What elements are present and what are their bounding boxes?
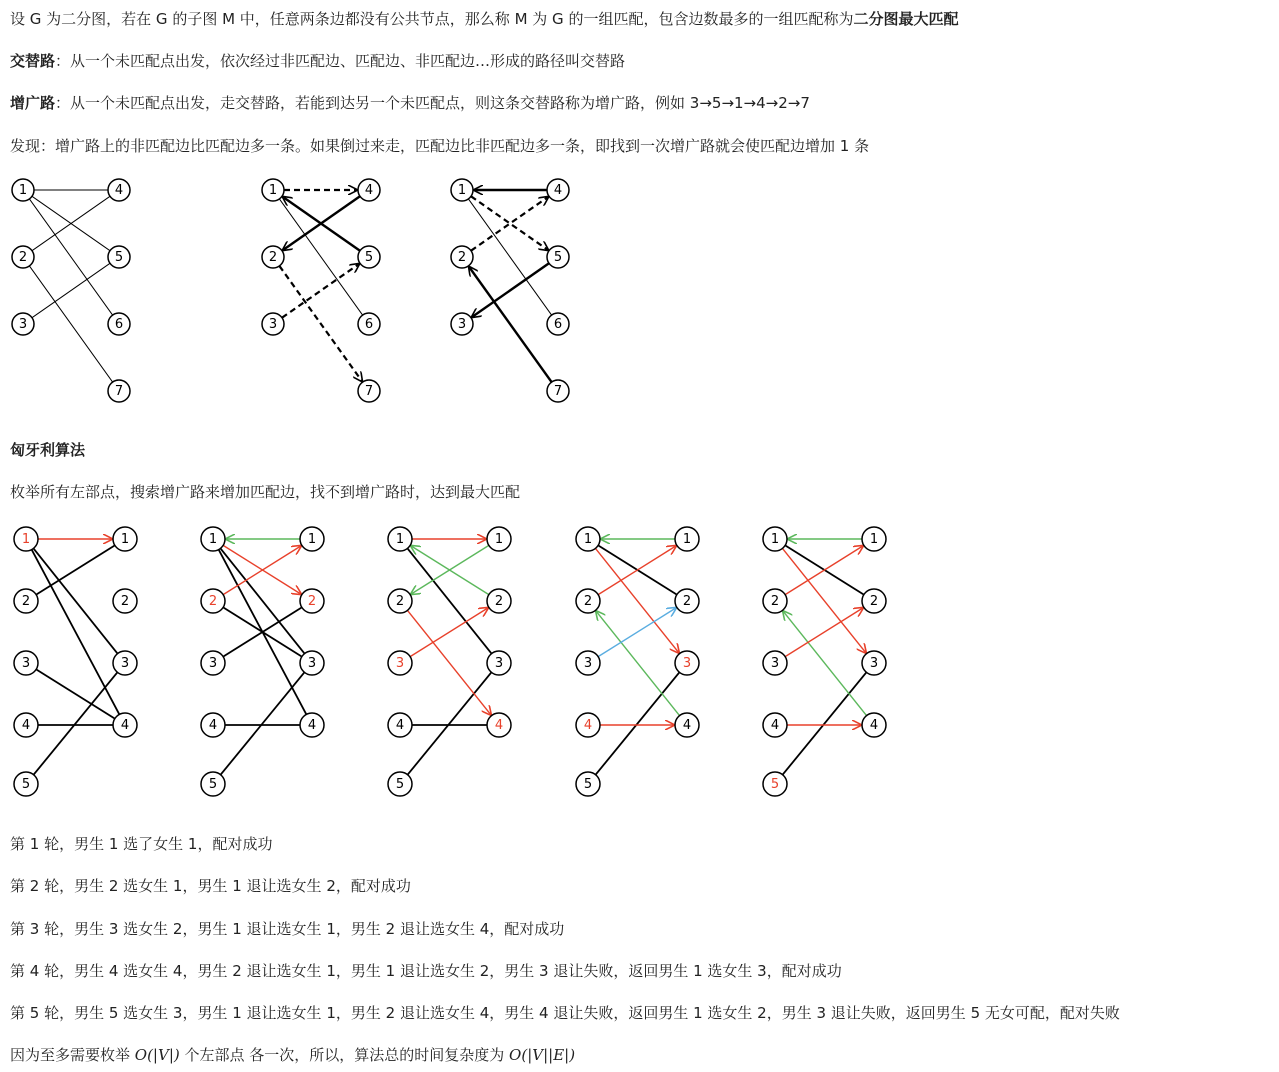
step4-edge-5-3 [596, 672, 680, 774]
step5-arrow-R4-L2 [783, 611, 866, 715]
left-node-3 [12, 313, 34, 335]
step5-boy-5 [763, 772, 787, 796]
svg-text:2: 2 [583, 594, 593, 609]
complexity-term-vertices: O(|V|) [134, 1046, 180, 1064]
step5-boy-2 [763, 589, 787, 613]
step4-arrow-L1-R3 [595, 548, 678, 652]
step4-boy-5 [576, 772, 600, 796]
svg-text:3: 3 [770, 656, 780, 671]
augmenting-path-term: 增广路 [10, 94, 56, 112]
svg-text:1: 1 [682, 532, 692, 547]
svg-text:5: 5 [114, 250, 124, 265]
step2-girl-2 [300, 589, 324, 613]
svg-text:1: 1 [120, 532, 130, 547]
svg-text:4: 4 [307, 718, 317, 733]
step5-girl-4 [862, 713, 886, 737]
complexity-line [10, 1044, 575, 1066]
svg-text:6: 6 [114, 317, 124, 332]
step4-arrow-L3-R2 [598, 608, 676, 657]
step4-girl-4 [675, 713, 699, 737]
step5-boy-1 [763, 527, 787, 551]
round-1-text: 第 1 轮，男生 1 选了女生 1，配对成功 [10, 835, 273, 853]
matched-edge-7-2 [469, 267, 552, 382]
svg-text:2: 2 [268, 250, 278, 265]
step1-girl-1 [113, 527, 137, 551]
hungarian-steps-figure [0, 520, 900, 805]
round-4-text: 第 4 轮，男生 4 选女生 4，男生 2 退让选女生 1，男生 1 退让选女生 2，男生 3 退让失败，返回男生 1 选女生 3，配对成功 [10, 962, 842, 980]
right-node-7 [547, 380, 569, 402]
svg-text:2: 2 [770, 594, 780, 609]
right-node-5 [547, 246, 569, 268]
svg-text:5: 5 [553, 250, 563, 265]
step1-boy-3 [14, 651, 38, 675]
step4-boy-4 [576, 713, 600, 737]
left-node-2 [12, 246, 34, 268]
step2-edge-5-3 [221, 672, 305, 774]
left-node-2 [451, 246, 473, 268]
svg-text:3: 3 [395, 656, 405, 671]
right-node-4 [547, 179, 569, 201]
svg-text:5: 5 [208, 777, 218, 792]
graph-edge-1-6 [279, 199, 362, 315]
svg-text:2: 2 [307, 594, 317, 609]
step3-girl-1 [487, 527, 511, 551]
definition-line [10, 8, 958, 30]
svg-text:1: 1 [583, 532, 593, 547]
step1-girl-4 [113, 713, 137, 737]
svg-text:4: 4 [208, 718, 218, 733]
step5-arrow-L1-R3 [782, 548, 865, 652]
graph-edge-1-6 [29, 199, 112, 315]
svg-text:4: 4 [869, 718, 879, 733]
svg-text:7: 7 [114, 384, 124, 399]
step5-arrow-L3-R2 [785, 608, 863, 657]
step3-girl-4 [487, 713, 511, 737]
alternating-path-term: 交替路 [10, 52, 56, 70]
svg-text:5: 5 [583, 777, 593, 792]
augmenting-path-line [10, 92, 810, 114]
step5-boy-4 [763, 713, 787, 737]
svg-text:2: 2 [869, 594, 879, 609]
step3-girl-3 [487, 651, 511, 675]
unmatched-edge-2-7 [279, 266, 362, 381]
step1-boy-5 [14, 772, 38, 796]
step2-girl-4 [300, 713, 324, 737]
step4-girl-1 [675, 527, 699, 551]
step2-girl-3 [300, 651, 324, 675]
step1-girl-2 [113, 589, 137, 613]
svg-text:2: 2 [120, 594, 130, 609]
svg-text:2: 2 [682, 594, 692, 609]
svg-text:2: 2 [208, 594, 218, 609]
step1-boy-1 [14, 527, 38, 551]
step2-edge-1-4 [219, 550, 307, 715]
step3-arrow-L2-R4 [407, 610, 490, 714]
step1-edge-2-1 [36, 545, 115, 594]
graph-edge-3-5 [32, 263, 110, 317]
augmenting-path-figure [0, 170, 600, 410]
step3-girl-2 [487, 589, 511, 613]
svg-text:2: 2 [395, 594, 405, 609]
left-node-3 [262, 313, 284, 335]
step4-girl-2 [675, 589, 699, 613]
step4-boy-1 [576, 527, 600, 551]
step4-boy-3 [576, 651, 600, 675]
svg-text:4: 4 [682, 718, 692, 733]
svg-text:5: 5 [364, 250, 374, 265]
svg-text:3: 3 [682, 656, 692, 671]
step4-arrow-R4-L2 [596, 611, 679, 715]
svg-text:7: 7 [553, 384, 563, 399]
left-node-1 [262, 179, 284, 201]
right-node-6 [547, 313, 569, 335]
right-node-7 [108, 380, 130, 402]
graph-edge-1-6 [468, 199, 551, 315]
svg-text:4: 4 [120, 718, 130, 733]
svg-text:1: 1 [770, 532, 780, 547]
step2-boy-4 [201, 713, 225, 737]
svg-text:3: 3 [268, 317, 278, 332]
right-node-5 [108, 246, 130, 268]
svg-text:3: 3 [21, 656, 31, 671]
round-3-text: 第 3 轮，男生 3 选女生 2，男生 1 退让选女生 1，男生 2 退让选女生 4，配对成功 [10, 920, 565, 938]
svg-text:4: 4 [395, 718, 405, 733]
right-node-4 [108, 179, 130, 201]
svg-text:4: 4 [494, 718, 504, 733]
svg-text:4: 4 [21, 718, 31, 733]
step5-boy-3 [763, 651, 787, 675]
right-node-5 [358, 246, 380, 268]
step4-girl-3 [675, 651, 699, 675]
right-node-6 [108, 313, 130, 335]
step5-edge-5-3 [783, 672, 867, 774]
svg-text:2: 2 [21, 594, 31, 609]
svg-text:3: 3 [18, 317, 28, 332]
svg-text:4: 4 [553, 183, 563, 198]
step5-girl-1 [862, 527, 886, 551]
svg-text:4: 4 [364, 183, 374, 198]
hungarian-description: 枚举所有左部点，搜索增广路来增加匹配边，找不到增广路时，达到最大匹配 [10, 483, 521, 501]
svg-text:2: 2 [494, 594, 504, 609]
step3-edge-1-3 [407, 548, 491, 653]
svg-text:1: 1 [869, 532, 879, 547]
step1-edge-1-4 [32, 550, 120, 715]
discovery-line: 发现：增广路上的非匹配边比匹配边多一条。如果倒过来走，匹配边比非匹配边多一条，即找到一次增广路就会使匹配边增加 1 条 [10, 137, 870, 155]
svg-text:5: 5 [395, 777, 405, 792]
complexity-prefix: 因为至多需要枚举 [10, 1046, 135, 1064]
alternating-path-text: ：从一个未匹配点出发，依次经过非匹配边、匹配边、非匹配边…形成的路径叫交替路 [55, 52, 626, 70]
round-2-text: 第 2 轮，男生 2 选女生 1，男生 1 退让选女生 2，配对成功 [10, 877, 411, 895]
step1-edge-3-4 [36, 669, 115, 718]
step1-boy-2 [14, 589, 38, 613]
svg-text:1: 1 [395, 532, 405, 547]
svg-text:3: 3 [869, 656, 879, 671]
svg-text:7: 7 [364, 384, 374, 399]
svg-text:3: 3 [583, 656, 593, 671]
complexity-term-total: O(|V||E|) [509, 1046, 576, 1064]
svg-text:1: 1 [18, 183, 28, 198]
step3-edge-5-3 [408, 672, 492, 774]
svg-text:1: 1 [268, 183, 278, 198]
svg-text:1: 1 [307, 532, 317, 547]
step5-girl-2 [862, 589, 886, 613]
svg-text:5: 5 [770, 777, 780, 792]
svg-text:1: 1 [208, 532, 218, 547]
svg-text:3: 3 [494, 656, 504, 671]
step3-boy-5 [388, 772, 412, 796]
definition-term: 二分图最大匹配 [853, 10, 959, 28]
svg-text:4: 4 [770, 718, 780, 733]
step1-edge-1-3 [33, 548, 117, 653]
right-node-7 [358, 380, 380, 402]
svg-text:6: 6 [553, 317, 563, 332]
left-node-2 [262, 246, 284, 268]
round-5-text: 第 5 轮，男生 5 选女生 3，男生 1 退让选女生 1，男生 2 退让选女生 4，男生 4 退让失败，返回男生 1 选女生 2，男生 3 退让失败，返回男生 5 无女可配，配对失败 [10, 1004, 1120, 1022]
right-node-4 [358, 179, 380, 201]
left-node-3 [451, 313, 473, 335]
unmatched-edge-3-5 [282, 264, 359, 318]
alternating-path-line [10, 50, 625, 72]
svg-text:1: 1 [494, 532, 504, 547]
step1-edge-5-3 [34, 672, 118, 774]
complexity-middle: 个左部点 各一次，所以，算法总的时间复杂度为 [179, 1046, 510, 1064]
svg-text:4: 4 [583, 718, 593, 733]
svg-text:1: 1 [457, 183, 467, 198]
step5-girl-3 [862, 651, 886, 675]
step3-boy-2 [388, 589, 412, 613]
svg-text:3: 3 [307, 656, 317, 671]
step2-boy-2 [201, 589, 225, 613]
step1-boy-4 [14, 713, 38, 737]
step4-boy-2 [576, 589, 600, 613]
left-node-1 [12, 179, 34, 201]
step2-girl-1 [300, 527, 324, 551]
svg-text:6: 6 [364, 317, 374, 332]
step3-boy-4 [388, 713, 412, 737]
step2-edge-1-3 [220, 548, 304, 653]
svg-text:1: 1 [21, 532, 31, 547]
graph-edge-2-7 [29, 266, 112, 382]
svg-text:3: 3 [457, 317, 467, 332]
svg-text:3: 3 [120, 656, 130, 671]
step3-boy-3 [388, 651, 412, 675]
step2-boy-5 [201, 772, 225, 796]
right-node-6 [358, 313, 380, 335]
definition-text: 设 G 为二分图，若在 G 的子图 M 中，任意两条边都没有公共节点，那么称 M 为 G 的一组匹配，包含边数最多的一组匹配称为 [10, 10, 854, 28]
step1-girl-3 [113, 651, 137, 675]
matched-edge-5-3 [472, 263, 549, 317]
left-node-1 [451, 179, 473, 201]
augmenting-path-text: ：从一个未匹配点出发，走交替路，若能到达另一个未匹配点，则这条交替路称为增广路，例如 3→5→1→4→2→7 [55, 94, 810, 112]
svg-text:5: 5 [21, 777, 31, 792]
step3-arrow-L3-R2 [410, 608, 488, 657]
hungarian-title: 匈牙利算法 [10, 441, 86, 459]
svg-text:3: 3 [208, 656, 218, 671]
step3-boy-1 [388, 527, 412, 551]
svg-text:2: 2 [18, 250, 28, 265]
svg-text:2: 2 [457, 250, 467, 265]
step2-boy-3 [201, 651, 225, 675]
step2-boy-1 [201, 527, 225, 551]
svg-text:4: 4 [114, 183, 124, 198]
